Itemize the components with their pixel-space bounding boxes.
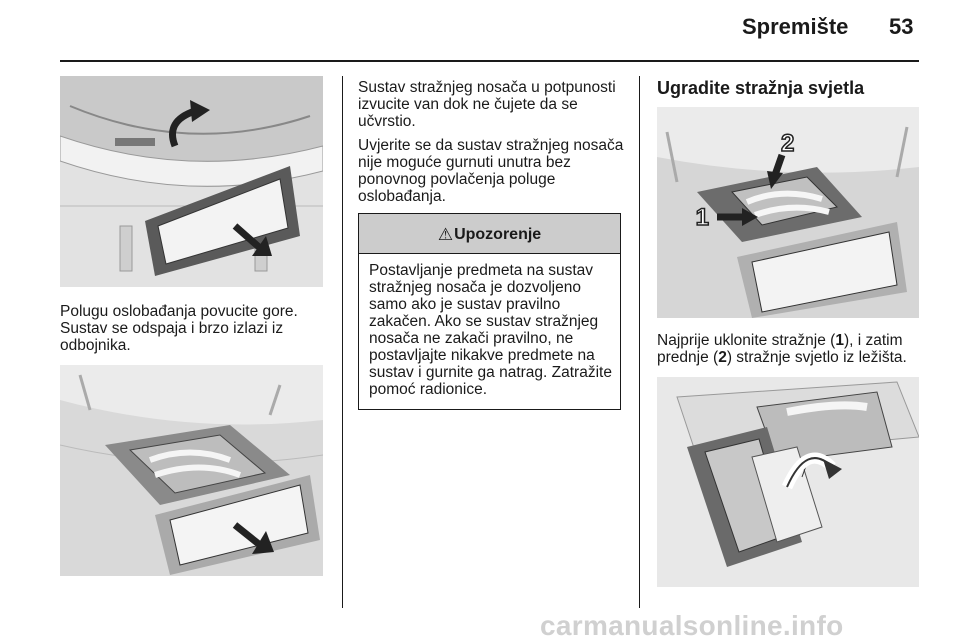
caption-remove-lights <box>657 332 932 366</box>
page-number: 53 <box>889 14 914 39</box>
caption-release-lever: Polugu oslobađanja povucite gore. Sustav se odspaja i brzo izlazi iz odbojnika. <box>60 303 298 354</box>
warning-box <box>358 213 621 410</box>
caption-text-2: ), i zatim prednje ( <box>657 332 903 366</box>
caption-text-1: Najprije uklonite stražnje ( <box>657 332 836 349</box>
header-divider <box>60 60 919 62</box>
figure-release-lever <box>60 76 323 287</box>
caption-label-1: 1 <box>835 332 844 349</box>
caption-text-3: ) stražnje svjetlo iz ležišta. <box>726 349 907 366</box>
figure-label-1: 1 <box>695 204 709 231</box>
paragraph-check-lock: Uvjerite se da sustav stražnjeg nosača nije moguće gurnuti unutra bez ponovnog povlačenja poluge oslobađanja. <box>358 137 624 205</box>
figure-remove-lights <box>657 107 919 318</box>
figure-light-holder <box>657 377 919 587</box>
warning-header <box>359 214 620 254</box>
figure-label-2: 2 <box>781 130 795 157</box>
paragraph-pull-out: Sustav stražnjeg nosača u potpunosti izvucite van dok ne čujete da se učvrstio. <box>358 79 616 130</box>
warning-text: Postavljanje predmeta na sustav stražnjeg nosača je dozvoljeno samo ako je sustav pravilno zakačen. Ako se sustav stražnjeg nosača ne zakači pravilno, ne postavljajte nikakve predmete na sustav i gurnite ga natrag. Zatražite pomoć radionice. <box>369 262 612 398</box>
caption-label-2: 2 <box>718 349 727 366</box>
column-divider-right <box>639 76 640 608</box>
warning-title: Upozorenje <box>454 225 542 243</box>
page-title: Spremište <box>742 14 849 39</box>
footer-watermark: carmanualsonline.info <box>540 610 844 641</box>
warning-triangle-icon: ⚠ <box>437 224 454 244</box>
column-divider-left <box>342 76 343 608</box>
figure-carrier-extended <box>60 365 323 576</box>
section-title: Ugradite stražnja svjetla <box>657 78 865 98</box>
